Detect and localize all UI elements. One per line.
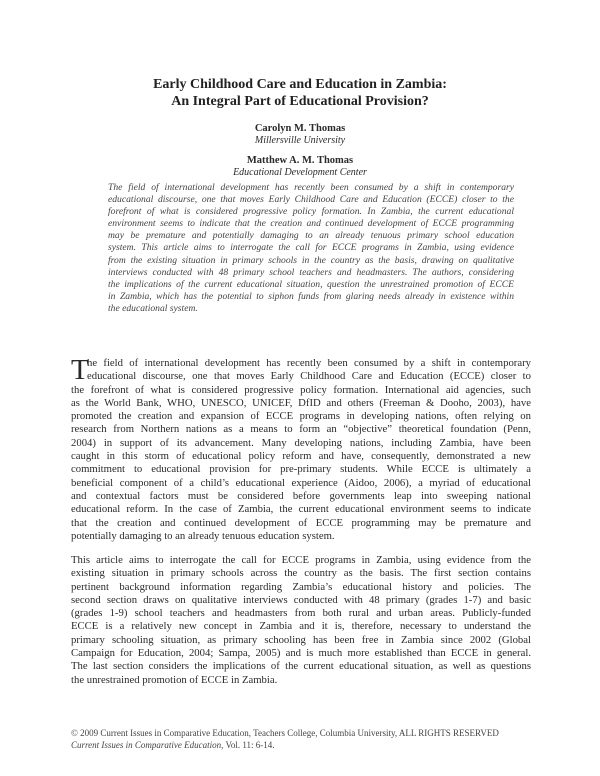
text-line: research from Northern nations as a means to form an “objective” theoretical foundation (Penn, — [71, 423, 531, 436]
text-line: may be premature and potentially damaging to an already tenuous primary school education — [108, 230, 514, 242]
text-line: pertinent background information regarding Zambia’s educational history and policies. The — [71, 580, 531, 593]
text-line: forefront of what is considered progressive policy formation. In Zambia, the current educational — [108, 206, 514, 218]
text-line: second section draws on qualitative interviews conducted with 48 primary (grades 1-7) and basic — [71, 593, 531, 606]
text-line: caught in this storm of educational policy reform and have, consequently, demonstrated a new — [71, 450, 531, 463]
paper-title — [0, 76, 600, 110]
body-paragraph-1 — [71, 354, 531, 543]
copyright-notice: © 2009 Current Issues in Comparative Education, Teachers College, Columbia University, ALL RIGHTS RESERVED — [71, 728, 499, 738]
text-line: The field of international development has recently been consumed by a shift in contemporary — [108, 182, 514, 193]
text-line: and contextual factors must be considered before governments leap into sweeping national — [71, 489, 531, 502]
text-line: the unrestrained promotion of ECCE in Zambia. — [71, 673, 278, 686]
text-line: Campaign for Education, 2004; Sampa, 2005) and is much more established than ECCE in general. — [71, 647, 531, 660]
text-line: the educational system. — [108, 302, 198, 314]
author-affiliation: Educational Development Center — [233, 167, 367, 178]
journal-name: Current Issues in Comparative Education — [71, 740, 222, 750]
author-name: Carolyn M. Thomas — [254, 123, 346, 134]
citation — [71, 739, 499, 751]
text-line: environment seems to indicate that the creation and continued development of ECCE programming — [108, 218, 514, 230]
text-line: he field of international development has recently been consumed by a shift in contemporary — [87, 357, 531, 369]
text-line: interviews conducted with 48 primary school teachers and headmasters. The authors, considering — [108, 266, 514, 278]
text-line: The last section considers the implications of the current educational situation, as well as questions — [71, 660, 531, 673]
text-line: This article aims to interrogate the call for ECCE programs in Zambia, using evidence from the — [71, 554, 531, 566]
text-line: system. This article aims to interrogate the call for ECCE programs in Zambia, using evidence — [108, 242, 514, 254]
drop-cap: T — [71, 354, 89, 386]
text-line: the implications of the current educational situation, question the unrestrained promotion of ECCE — [108, 278, 514, 290]
text-line: commitment to educational provision for pre-primary students. While ECCE is ultimately a — [71, 463, 531, 476]
author-name: Matthew A. M. Thomas — [246, 155, 354, 166]
text-line: the forefront of what is considered progressive policy formation. International aid agencies, such — [71, 383, 531, 396]
text-line: in Zambia, which has the potential to siphon funds from glaring needs already in existence within — [108, 290, 514, 302]
volume-pages: , Vol. 11: 6-14. — [221, 740, 275, 750]
text-line: educational reform. In the case of Zambia, the current educational environment seems to indicate — [71, 503, 531, 516]
text-line: promoted the creation and expansion of ECCE programs in developing nations, often relying on — [71, 410, 531, 423]
title-line: An Integral Part of Educational Provision? — [171, 94, 429, 109]
text-line: educational discourse, one that moves Early Childhood Care and Education (ECCE) closer to — [87, 370, 531, 383]
title-line: Early Childhood Care and Education in Zambia: — [153, 77, 447, 92]
text-line: from the existing situation in primary schools in the country as the basis, drawing on qualitative — [108, 254, 514, 266]
text-line: potentially damaging to an already tenuous education system. — [71, 529, 335, 542]
text-line: primary schooling situation, as primary schooling has been free in Zambia since 2002 (Global — [71, 633, 531, 646]
text-line: that the creation and continued development of ECCE programming may be premature and — [71, 516, 531, 529]
text-line: educational discourse, one that moves Early Childhood Care and Education (ECCE) closer to the — [108, 194, 514, 206]
text-line: beneficial component of a child’s educational experience (Aidoo, 2006), a myriad of educational — [71, 476, 531, 489]
footer — [71, 727, 499, 751]
body-paragraph-2 — [71, 554, 531, 687]
text-line: 2004) in support of its advancement. Many developing nations, including Zambia, have been — [71, 436, 531, 449]
text-line: ECCE is a relatively new concept in Zambia and it is, therefore, necessary to understand the — [71, 620, 531, 633]
author-affiliation: Millersville University — [254, 135, 346, 146]
text-line: as the World Bank, WHO, UNESCO, UNICEF, DfID and others (Freeman & Dooho, 2003), have — [71, 396, 531, 409]
text-line: (grades 1-9) school teachers and headmasters from both rural and urban areas. Publicly-funded — [71, 607, 531, 620]
abstract — [108, 182, 514, 315]
text-line: existing situation in primary schools across the country as the basis. The first section contains — [71, 567, 531, 580]
